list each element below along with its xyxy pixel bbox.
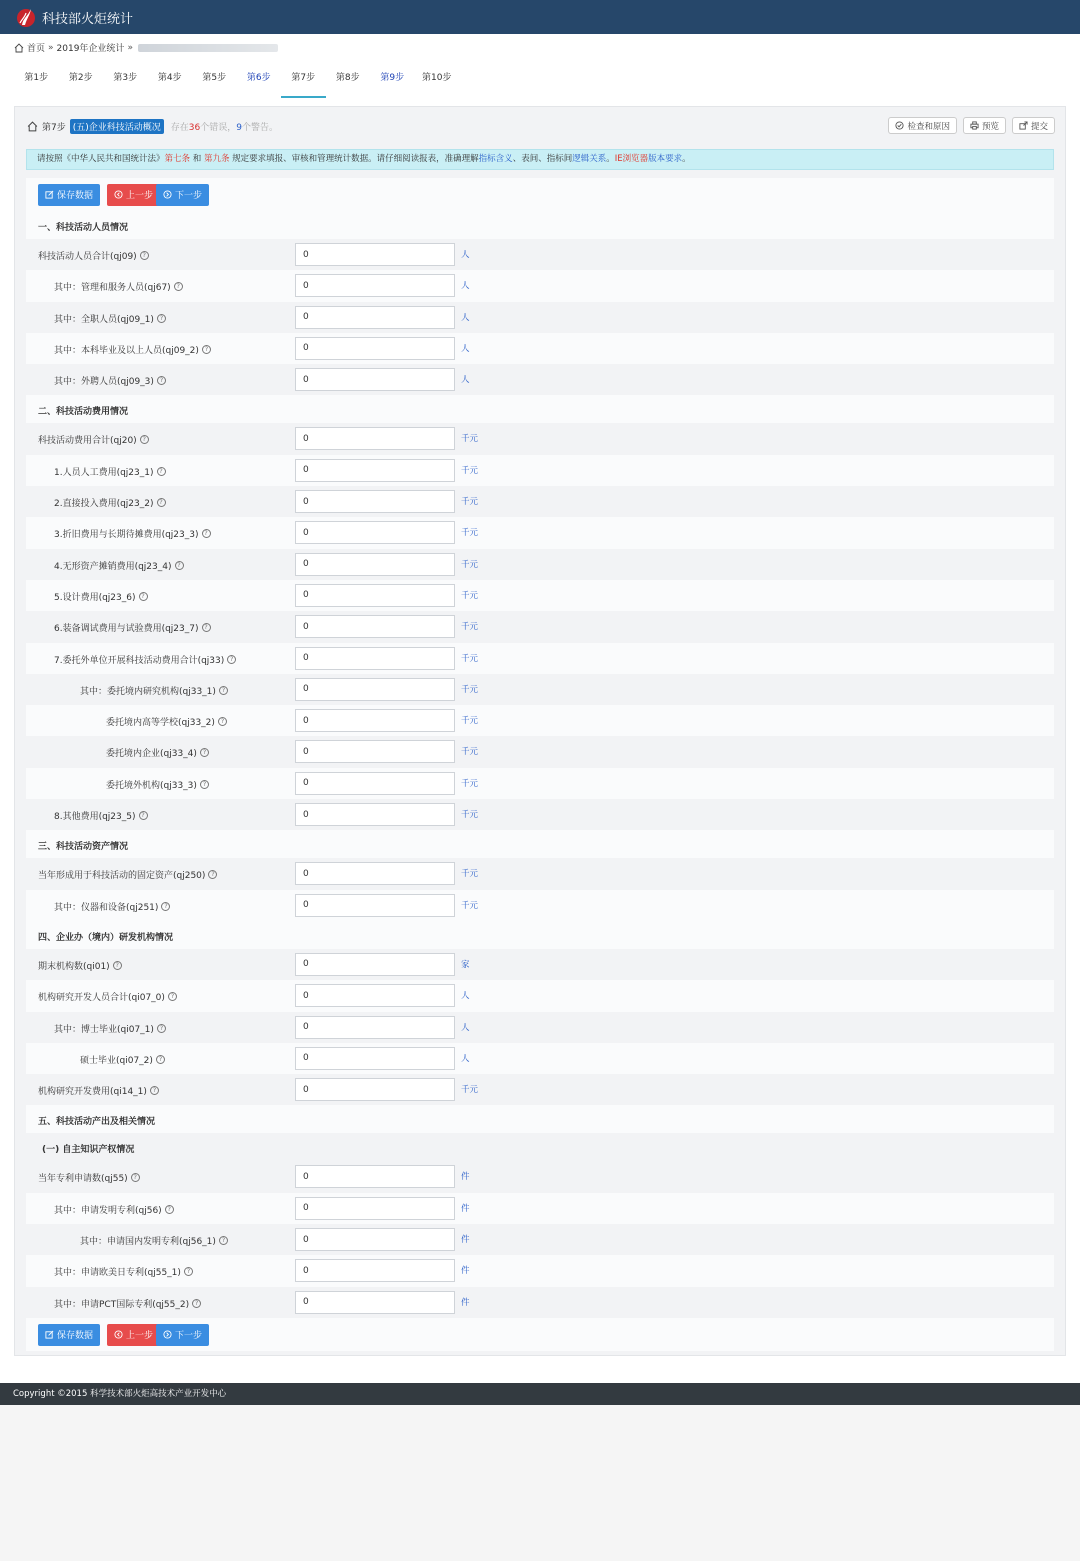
field-label-text: 委托境外机构(qj33_3) — [106, 780, 197, 791]
field-unit: 千元 — [461, 434, 479, 445]
field-value-input[interactable] — [295, 894, 455, 917]
form-row — [26, 1193, 1054, 1224]
statistics-law-notice — [26, 149, 1054, 170]
home-icon — [14, 43, 24, 53]
field-label — [54, 559, 184, 572]
field-unit: 件 — [461, 1235, 470, 1246]
submit-button[interactable] — [1012, 117, 1055, 134]
help-question-icon[interactable]: ? — [184, 1267, 193, 1276]
prev-step-button[interactable] — [107, 184, 160, 206]
arrow-right-circle-icon — [163, 1330, 172, 1339]
help-question-icon[interactable]: ? — [227, 655, 236, 664]
help-question-icon[interactable]: ? — [168, 992, 177, 1001]
field-label-text: 机构研究开发人员合计(qi07_0) — [38, 993, 165, 1004]
field-label-text: 其中：全职人员(qj09_1) — [54, 314, 154, 325]
check-reason-label: 检查和原因 — [907, 121, 950, 132]
indicator-meaning-link[interactable]: 指标含义 — [478, 154, 513, 164]
field-label — [54, 653, 236, 666]
field-label-text: 科技活动费用合计(qj20) — [38, 436, 137, 447]
form-row — [26, 1255, 1054, 1286]
section-title: 四、企业办（境内）研发机构情况 — [38, 932, 174, 943]
notice-text: 。 — [606, 154, 615, 164]
field-unit: 千元 — [461, 778, 479, 789]
field-unit: 千元 — [461, 716, 479, 727]
form-row — [26, 455, 1054, 486]
field-unit: 件 — [461, 1297, 470, 1308]
form-row — [26, 799, 1054, 830]
validation-summary — [171, 120, 278, 133]
step-tab-4[interactable]: 第4步 — [157, 73, 182, 83]
field-label-text: 委托境内企业(qj33_4) — [106, 749, 197, 760]
field-label-text: 其中：仪器和设备(qj251) — [54, 902, 159, 913]
field-label-text: 8.其他费用(qj23_5) — [54, 812, 136, 823]
save-data-label: 保存数据 — [57, 191, 94, 201]
help-question-icon[interactable]: ? — [202, 623, 211, 632]
field-label-text: 1.人员人工费用(qj23_1) — [54, 467, 154, 478]
field-unit: 千元 — [461, 684, 479, 695]
help-question-icon[interactable]: ? — [200, 748, 209, 757]
field-unit: 千元 — [461, 810, 479, 821]
arrow-right-circle-icon — [163, 190, 172, 199]
field-unit: 千元 — [461, 653, 479, 664]
form-row — [26, 270, 1054, 301]
field-unit: 千元 — [461, 528, 479, 539]
edit-icon — [45, 190, 54, 199]
help-question-icon[interactable]: ? — [157, 1024, 166, 1033]
logic-relation-link[interactable]: 逻辑关系 — [572, 154, 607, 164]
panel-actions — [888, 117, 1055, 134]
step-tab-2[interactable]: 第2步 — [68, 73, 93, 83]
field-value-input[interactable] — [295, 740, 455, 763]
form-rows — [26, 211, 1054, 1318]
field-value-input[interactable] — [295, 274, 455, 297]
next-step-button[interactable] — [156, 1324, 209, 1346]
notice-text: 请按照《中华人民共和国统计法》 — [37, 154, 165, 164]
section-title: (一) 自主知识产权情况 — [42, 1145, 135, 1156]
field-label — [106, 715, 227, 728]
help-question-icon[interactable]: ? — [192, 1299, 201, 1308]
form-row — [26, 705, 1054, 736]
field-value-input[interactable] — [295, 337, 455, 360]
field-unit: 人 — [461, 343, 470, 354]
step-tab-7[interactable]: 第7步 — [281, 67, 326, 95]
form-row — [26, 768, 1054, 799]
field-unit: 人 — [461, 1022, 470, 1033]
help-question-icon[interactable]: ? — [157, 376, 166, 385]
help-question-icon[interactable]: ? — [139, 811, 148, 820]
field-value-input[interactable] — [295, 615, 455, 638]
field-value-input[interactable] — [295, 1228, 455, 1251]
form-row — [26, 1074, 1054, 1105]
form-row — [26, 1287, 1054, 1318]
ie-browser-link[interactable]: IE浏览器 — [614, 154, 649, 164]
field-label-text: 其中：管理和服务人员(qj67) — [54, 283, 171, 294]
field-unit: 千元 — [461, 1085, 479, 1096]
field-label — [54, 1203, 174, 1216]
form-row — [26, 1224, 1054, 1255]
field-value-input[interactable] — [295, 1047, 455, 1070]
notice-text: 。 — [682, 154, 691, 164]
field-label — [54, 1022, 166, 1035]
section-header — [26, 211, 1054, 239]
field-value-input[interactable] — [295, 984, 455, 1007]
field-label-text: 其中：申请欧美日专利(qj55_1) — [54, 1268, 181, 1279]
step-tabs — [14, 67, 459, 95]
error-count[interactable]: 36 — [188, 123, 201, 133]
field-value-input[interactable] — [295, 553, 455, 576]
form-row — [26, 1043, 1054, 1074]
prev-step-button[interactable] — [107, 1324, 160, 1346]
field-value-input[interactable] — [295, 709, 455, 732]
field-label-text: 7.委托外单位开展科技活动费用合计(qj33) — [54, 655, 225, 666]
breadcrumb-separator: » — [48, 42, 54, 53]
submit-label: 提交 — [1030, 121, 1048, 132]
field-label-text: 5.设计费用(qj23_6) — [54, 592, 136, 603]
field-unit: 千元 — [461, 900, 479, 911]
help-question-icon[interactable]: ? — [202, 345, 211, 354]
help-question-icon[interactable]: ? — [139, 592, 148, 601]
field-value-input[interactable] — [295, 584, 455, 607]
field-value-input[interactable] — [295, 862, 455, 885]
field-label-text: 3.折旧费用与长期待摊费用(qj23_3) — [54, 530, 199, 541]
field-value-input[interactable] — [295, 1259, 455, 1282]
main-page — [0, 34, 1080, 1383]
field-label-text: 其中：申请发明专利(qj56) — [54, 1205, 162, 1216]
field-value-input[interactable] — [295, 953, 455, 976]
field-value-input[interactable] — [295, 1291, 455, 1314]
subsection-header — [26, 1133, 1054, 1161]
field-label — [80, 1234, 228, 1247]
field-label — [38, 959, 122, 972]
help-question-icon[interactable]: ? — [174, 282, 183, 291]
notice-text: 规定要求填报、审核和管理统计数据。请仔细阅读报表，准确理解 — [229, 154, 479, 164]
save-data-button[interactable] — [38, 1324, 100, 1346]
field-label — [38, 1084, 159, 1097]
section-title: 一、科技活动人员情况 — [38, 223, 129, 233]
form-row — [26, 643, 1054, 674]
help-question-icon[interactable]: ? — [113, 961, 122, 970]
check-circle-icon — [895, 121, 904, 130]
form-row — [26, 423, 1054, 454]
step-tab-8[interactable]: 第8步 — [335, 73, 360, 83]
article-7-link[interactable]: 第七条 — [164, 154, 191, 164]
breadcrumb-redacted-company — [138, 44, 278, 52]
arrow-left-circle-icon — [114, 1330, 123, 1339]
field-unit: 人 — [461, 281, 470, 292]
form-row — [26, 949, 1054, 980]
step-tab-9[interactable]: 第9步 — [380, 73, 405, 83]
field-label — [54, 590, 148, 603]
form-row — [26, 1012, 1054, 1043]
field-label-text: 2.直接投入费用(qj23_2) — [54, 499, 154, 510]
field-value-input[interactable] — [295, 243, 455, 266]
field-unit: 人 — [461, 250, 470, 260]
help-question-icon[interactable]: ? — [140, 251, 149, 260]
footer — [0, 1383, 1080, 1405]
err-mid: 个错误， — [200, 123, 237, 133]
section-title: 二、科技活动费用情况 — [38, 407, 129, 418]
step-nav-group — [107, 184, 209, 206]
form-row — [26, 1161, 1054, 1192]
field-label-text: 其中：本科毕业及以上人员(qj09_2) — [54, 345, 199, 356]
top-button-bar — [26, 178, 1054, 211]
section-title: 三、科技活动资产情况 — [38, 842, 129, 853]
field-label-text: 当年形成用于科技活动的固定资产(qj250) — [38, 871, 206, 882]
field-label-text: 科技活动人员合计(qj09) — [38, 252, 137, 262]
field-value-input[interactable] — [295, 521, 455, 544]
next-step-label: 下一步 — [175, 1331, 203, 1341]
field-label-text: 机构研究开发费用(qi14_1) — [38, 1087, 147, 1098]
field-unit: 件 — [461, 1172, 470, 1183]
share-icon — [1019, 121, 1028, 130]
preview-label: 预览 — [981, 121, 999, 132]
err-prefix: 存在 — [170, 123, 189, 133]
version-requirement-link[interactable]: 版本要求 — [648, 154, 683, 164]
help-question-icon[interactable]: ? — [208, 870, 217, 879]
bottom-button-bar — [26, 1318, 1054, 1351]
form-row — [26, 333, 1054, 364]
help-question-icon[interactable]: ? — [157, 498, 166, 507]
breadcrumb-separator: » — [127, 42, 133, 53]
field-label — [54, 527, 211, 540]
form-row — [26, 736, 1054, 767]
step-tab-6[interactable]: 第6步 — [246, 73, 271, 83]
help-question-icon[interactable]: ? — [157, 314, 166, 323]
section-header — [26, 921, 1054, 949]
help-question-icon[interactable]: ? — [165, 1205, 174, 1214]
field-label — [38, 868, 217, 881]
field-value-input[interactable] — [295, 427, 455, 450]
step-tab-10[interactable]: 第10步 — [422, 73, 452, 83]
current-step-label: 第7步 — [42, 123, 66, 133]
field-value-input[interactable] — [295, 803, 455, 826]
field-label — [80, 1053, 165, 1066]
field-label-text: 硕士毕业(qi07_2) — [80, 1055, 153, 1066]
field-label — [106, 746, 209, 759]
field-value-input[interactable] — [295, 647, 455, 670]
field-label — [38, 990, 177, 1003]
form-row — [26, 580, 1054, 611]
field-unit: 家 — [461, 959, 470, 970]
form-row — [26, 302, 1054, 333]
torch-logo-icon — [16, 5, 36, 29]
help-question-icon[interactable]: ? — [202, 529, 211, 538]
field-label — [54, 900, 170, 913]
form-row — [26, 980, 1054, 1011]
field-value-input[interactable] — [295, 490, 455, 513]
field-value-input[interactable] — [295, 459, 455, 482]
field-unit: 千元 — [461, 622, 479, 633]
help-question-icon[interactable]: ? — [200, 780, 209, 789]
field-label — [54, 312, 166, 325]
breadcrumb-level2-link[interactable]: 2019年企业统计 — [56, 44, 125, 54]
save-data-button[interactable] — [38, 184, 100, 206]
next-step-label: 下一步 — [175, 191, 203, 201]
field-value-input[interactable] — [295, 772, 455, 795]
field-unit: 人 — [461, 1053, 470, 1064]
arrow-left-circle-icon — [114, 190, 123, 199]
help-question-icon[interactable]: ? — [219, 686, 228, 695]
field-label-text: 其中：申请国内发明专利(qj56_1) — [80, 1237, 216, 1248]
field-label — [54, 465, 166, 478]
panel-header — [27, 119, 278, 134]
copyright-text: Copyright ©2015 科学技术部火炬高技术产业开发中心 — [13, 1389, 227, 1399]
section-header — [26, 395, 1054, 423]
help-question-icon[interactable]: ? — [161, 902, 170, 911]
field-label — [54, 496, 166, 509]
home-icon — [27, 121, 38, 132]
help-question-icon[interactable]: ? — [219, 1236, 228, 1245]
field-label — [54, 374, 166, 387]
field-value-input[interactable] — [295, 1197, 455, 1220]
field-unit: 千元 — [461, 869, 479, 880]
field-unit: 千元 — [461, 590, 479, 601]
check-reason-button[interactable] — [888, 117, 957, 134]
help-question-icon[interactable]: ? — [157, 467, 166, 476]
form-row — [26, 890, 1054, 921]
field-label — [54, 1297, 201, 1310]
field-value-input[interactable] — [295, 306, 455, 329]
field-label — [38, 249, 149, 262]
save-data-label: 保存数据 — [57, 1331, 94, 1341]
warn-suffix: 个警告。 — [241, 123, 278, 133]
field-unit: 千元 — [461, 465, 479, 476]
section-title: 五、科技活动产出及相关情况 — [38, 1117, 156, 1128]
field-label — [54, 343, 211, 356]
top-bar — [0, 0, 1080, 34]
breadcrumb — [14, 41, 278, 54]
field-unit: 人 — [461, 375, 470, 386]
help-question-icon[interactable]: ? — [218, 717, 227, 726]
form-row — [26, 364, 1054, 395]
field-unit: 件 — [461, 1203, 470, 1214]
form-row — [26, 517, 1054, 548]
edit-icon — [45, 1330, 54, 1339]
preview-button[interactable] — [963, 117, 1006, 134]
field-unit: 千元 — [461, 559, 479, 570]
warning-count[interactable]: 9 — [236, 123, 242, 133]
step-tab-1[interactable]: 第1步 — [24, 73, 49, 83]
form-row — [26, 858, 1054, 889]
step-tab-3[interactable]: 第3步 — [113, 73, 138, 83]
form-row — [26, 611, 1054, 642]
step-nav-group — [107, 1324, 209, 1346]
field-label — [80, 684, 228, 697]
field-label-text: 其中：申请PCT国际专利(qj55_2) — [54, 1299, 190, 1310]
field-label-text: 委托境内高等学校(qj33_2) — [106, 718, 215, 729]
field-unit: 千元 — [461, 497, 479, 508]
printer-icon — [970, 121, 979, 130]
field-label — [54, 621, 211, 634]
help-question-icon[interactable]: ? — [140, 435, 149, 444]
field-label-text: 当年专利申请数(qj55) — [38, 1174, 128, 1185]
section-header — [26, 830, 1054, 858]
field-label — [54, 809, 148, 822]
field-label — [38, 1171, 140, 1184]
notice-text: 和 — [190, 154, 204, 164]
field-unit: 件 — [461, 1266, 470, 1277]
prev-step-label: 上一步 — [126, 1331, 154, 1341]
field-label-text: 其中：博士毕业(qi07_1) — [54, 1024, 154, 1035]
next-step-button[interactable] — [156, 184, 209, 206]
field-unit: 人 — [461, 991, 470, 1002]
app-title: 科技部火炬统计 — [42, 11, 134, 27]
field-unit: 千元 — [461, 747, 479, 758]
field-label — [54, 1265, 193, 1278]
step-title-badge: (五)企业科技活动概况 — [70, 119, 164, 134]
form-row — [26, 549, 1054, 580]
article-9-link[interactable]: 第九条 — [203, 154, 230, 164]
field-label — [38, 433, 149, 446]
form-row — [26, 486, 1054, 517]
field-label-text: 4.无形资产摊销费用(qj23_4) — [54, 561, 172, 572]
field-label — [106, 778, 209, 791]
field-value-input[interactable] — [295, 678, 455, 701]
form-panel — [14, 106, 1066, 1356]
field-label — [54, 280, 183, 293]
step-tab-5[interactable]: 第5步 — [202, 73, 227, 83]
field-label-text: 其中：外聘人员(qj09_3) — [54, 377, 154, 388]
form-row — [26, 239, 1054, 270]
section-header — [26, 1105, 1054, 1133]
breadcrumb-home-link[interactable]: 首页 — [27, 44, 46, 54]
field-label-text: 期末机构数(qi01) — [38, 961, 110, 972]
field-value-input[interactable] — [295, 1165, 455, 1188]
help-question-icon[interactable]: ? — [150, 1086, 159, 1095]
field-value-input[interactable] — [295, 368, 455, 391]
help-question-icon[interactable]: ? — [156, 1055, 165, 1064]
form-row — [26, 674, 1054, 705]
prev-step-label: 上一步 — [126, 191, 154, 201]
help-question-icon[interactable]: ? — [175, 561, 184, 570]
notice-text: 、表间、指标间 — [512, 154, 573, 164]
help-question-icon[interactable]: ? — [131, 1173, 140, 1182]
field-label-text: 6.装备调试费用与试验费用(qj23_7) — [54, 624, 199, 635]
field-value-input[interactable] — [295, 1016, 455, 1039]
field-value-input[interactable] — [295, 1078, 455, 1101]
field-label-text: 其中：委托境内研究机构(qj33_1) — [80, 686, 216, 697]
field-unit: 人 — [461, 312, 470, 323]
